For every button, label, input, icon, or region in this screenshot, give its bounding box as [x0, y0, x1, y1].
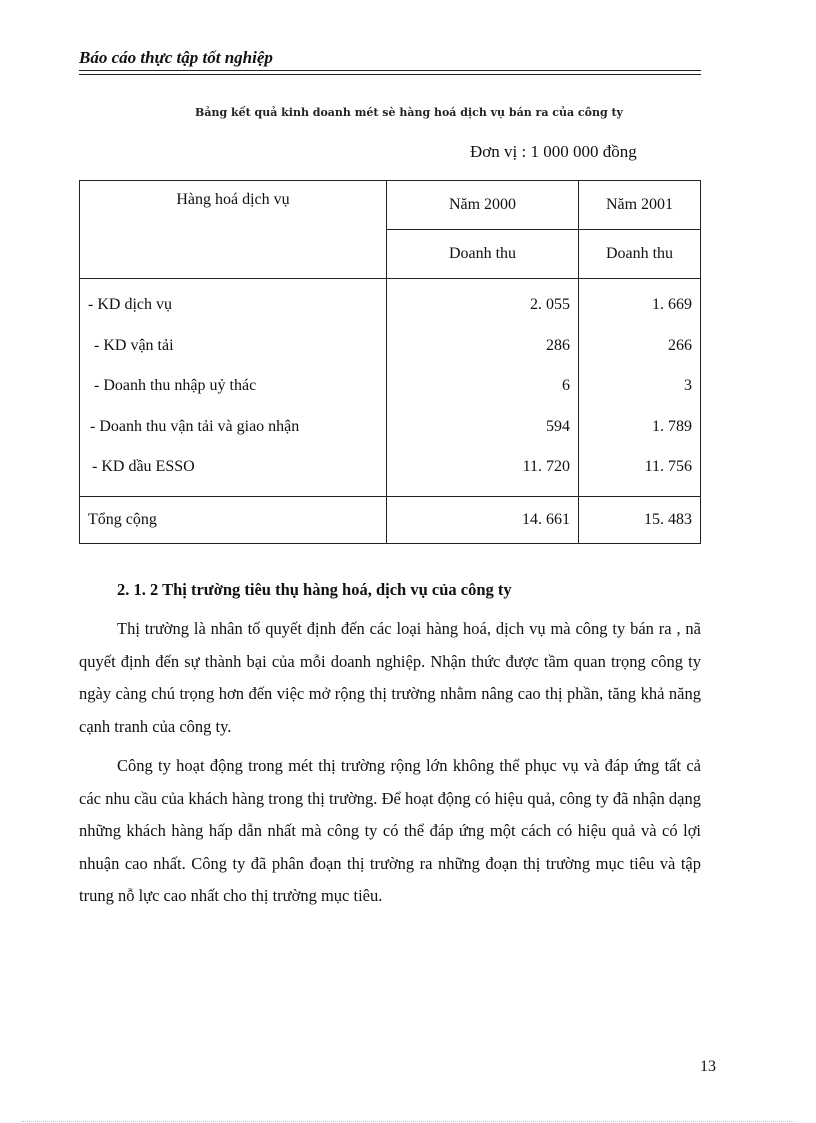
total-value-2001: 15. 483 — [579, 496, 701, 543]
header-year-2000: Năm 2000 — [387, 181, 579, 230]
row-value-2000: 11. 720 — [522, 458, 570, 475]
row-labels-cell — [80, 279, 387, 497]
header-year-2001: Năm 2001 — [579, 181, 701, 230]
total-row — [80, 496, 701, 543]
table-caption: Bảng kết quả kinh doanh mét sè hàng hoá dịch vụ bán ra của công ty — [195, 106, 623, 119]
row-value-2000: 2. 055 — [530, 296, 570, 313]
values-2001-cell — [579, 279, 701, 497]
values-2000-cell — [387, 279, 579, 497]
header-rule-thin — [79, 74, 701, 75]
page-number: 13 — [700, 1058, 716, 1075]
row-value-2001: 1. 669 — [652, 296, 692, 313]
row-value-2000: 6 — [562, 377, 570, 394]
subheader-revenue-2001: Doanh thu — [579, 230, 701, 279]
row-value-2000: 594 — [546, 417, 570, 435]
header-rule — [79, 70, 701, 71]
section-heading: 2. 1. 2 Thị trường tiêu thụ hàng hoá, dịch vụ của công ty — [117, 580, 512, 599]
total-label: Tổng cộng — [80, 496, 387, 543]
total-value-2000: 14. 661 — [387, 496, 579, 543]
subheader-revenue-2000: Doanh thu — [387, 230, 579, 279]
row-label: - Doanh thu vận tải và giao nhận — [90, 417, 300, 435]
row-label: - KD vận tải — [94, 336, 174, 354]
footer-dotted-rule — [22, 1121, 794, 1122]
table-header-row — [80, 181, 701, 230]
row-value-2001: 1. 789 — [652, 417, 692, 435]
report-header-title: Báo cáo thực tập tốt nghiệp — [79, 48, 273, 67]
unit-label: Đơn vị : 1 000 000 đồng — [470, 142, 637, 161]
row-value-2001: 11. 756 — [644, 458, 692, 475]
row-value-2000: 286 — [546, 336, 570, 354]
paragraph: Công ty hoạt động trong mét thị trường rộng lớn không thể phục vụ và đáp ứng tất cả các nhu cầu của khách hàng trong thị trường. Để hoạt động có hiệu quả, công ty đã nhận dạng những khách hàng hấp dẫn nhất mà công ty có thể đáp ứng một cách có hiệu quả và có lợi nhuận cao nhất. Công ty đã phân đoạn thị trường ra những đoạn thị trường mục tiêu và tập trung nỗ lực cao nhất cho thị trường mục tiêu. — [79, 756, 701, 905]
row-value-2001: 266 — [668, 336, 692, 354]
revenue-table — [79, 180, 701, 544]
row-label: - KD dịch vụ — [88, 296, 172, 313]
row-value-2001: 3 — [684, 377, 692, 394]
row-label: - KD dầu ESSO — [92, 458, 195, 475]
paragraph: Thị trường là nhân tố quyết định đến các loại hàng hoá, dịch vụ mà công ty bán ra , nã quyết định đến sự thành bại của mỗi doanh nghiệp. Nhận thức được tầm quan trọng công ty ngày càng chú trọng hơn đến việc mở rộng thị trường nhằm nâng cao thị phần, tăng khả năng cạnh tranh của công ty. — [79, 619, 701, 736]
row-label: - Doanh thu nhập uỷ thác — [94, 377, 257, 394]
table-body-row — [80, 279, 701, 497]
header-category-cell: Hàng hoá dịch vụ — [80, 181, 387, 279]
